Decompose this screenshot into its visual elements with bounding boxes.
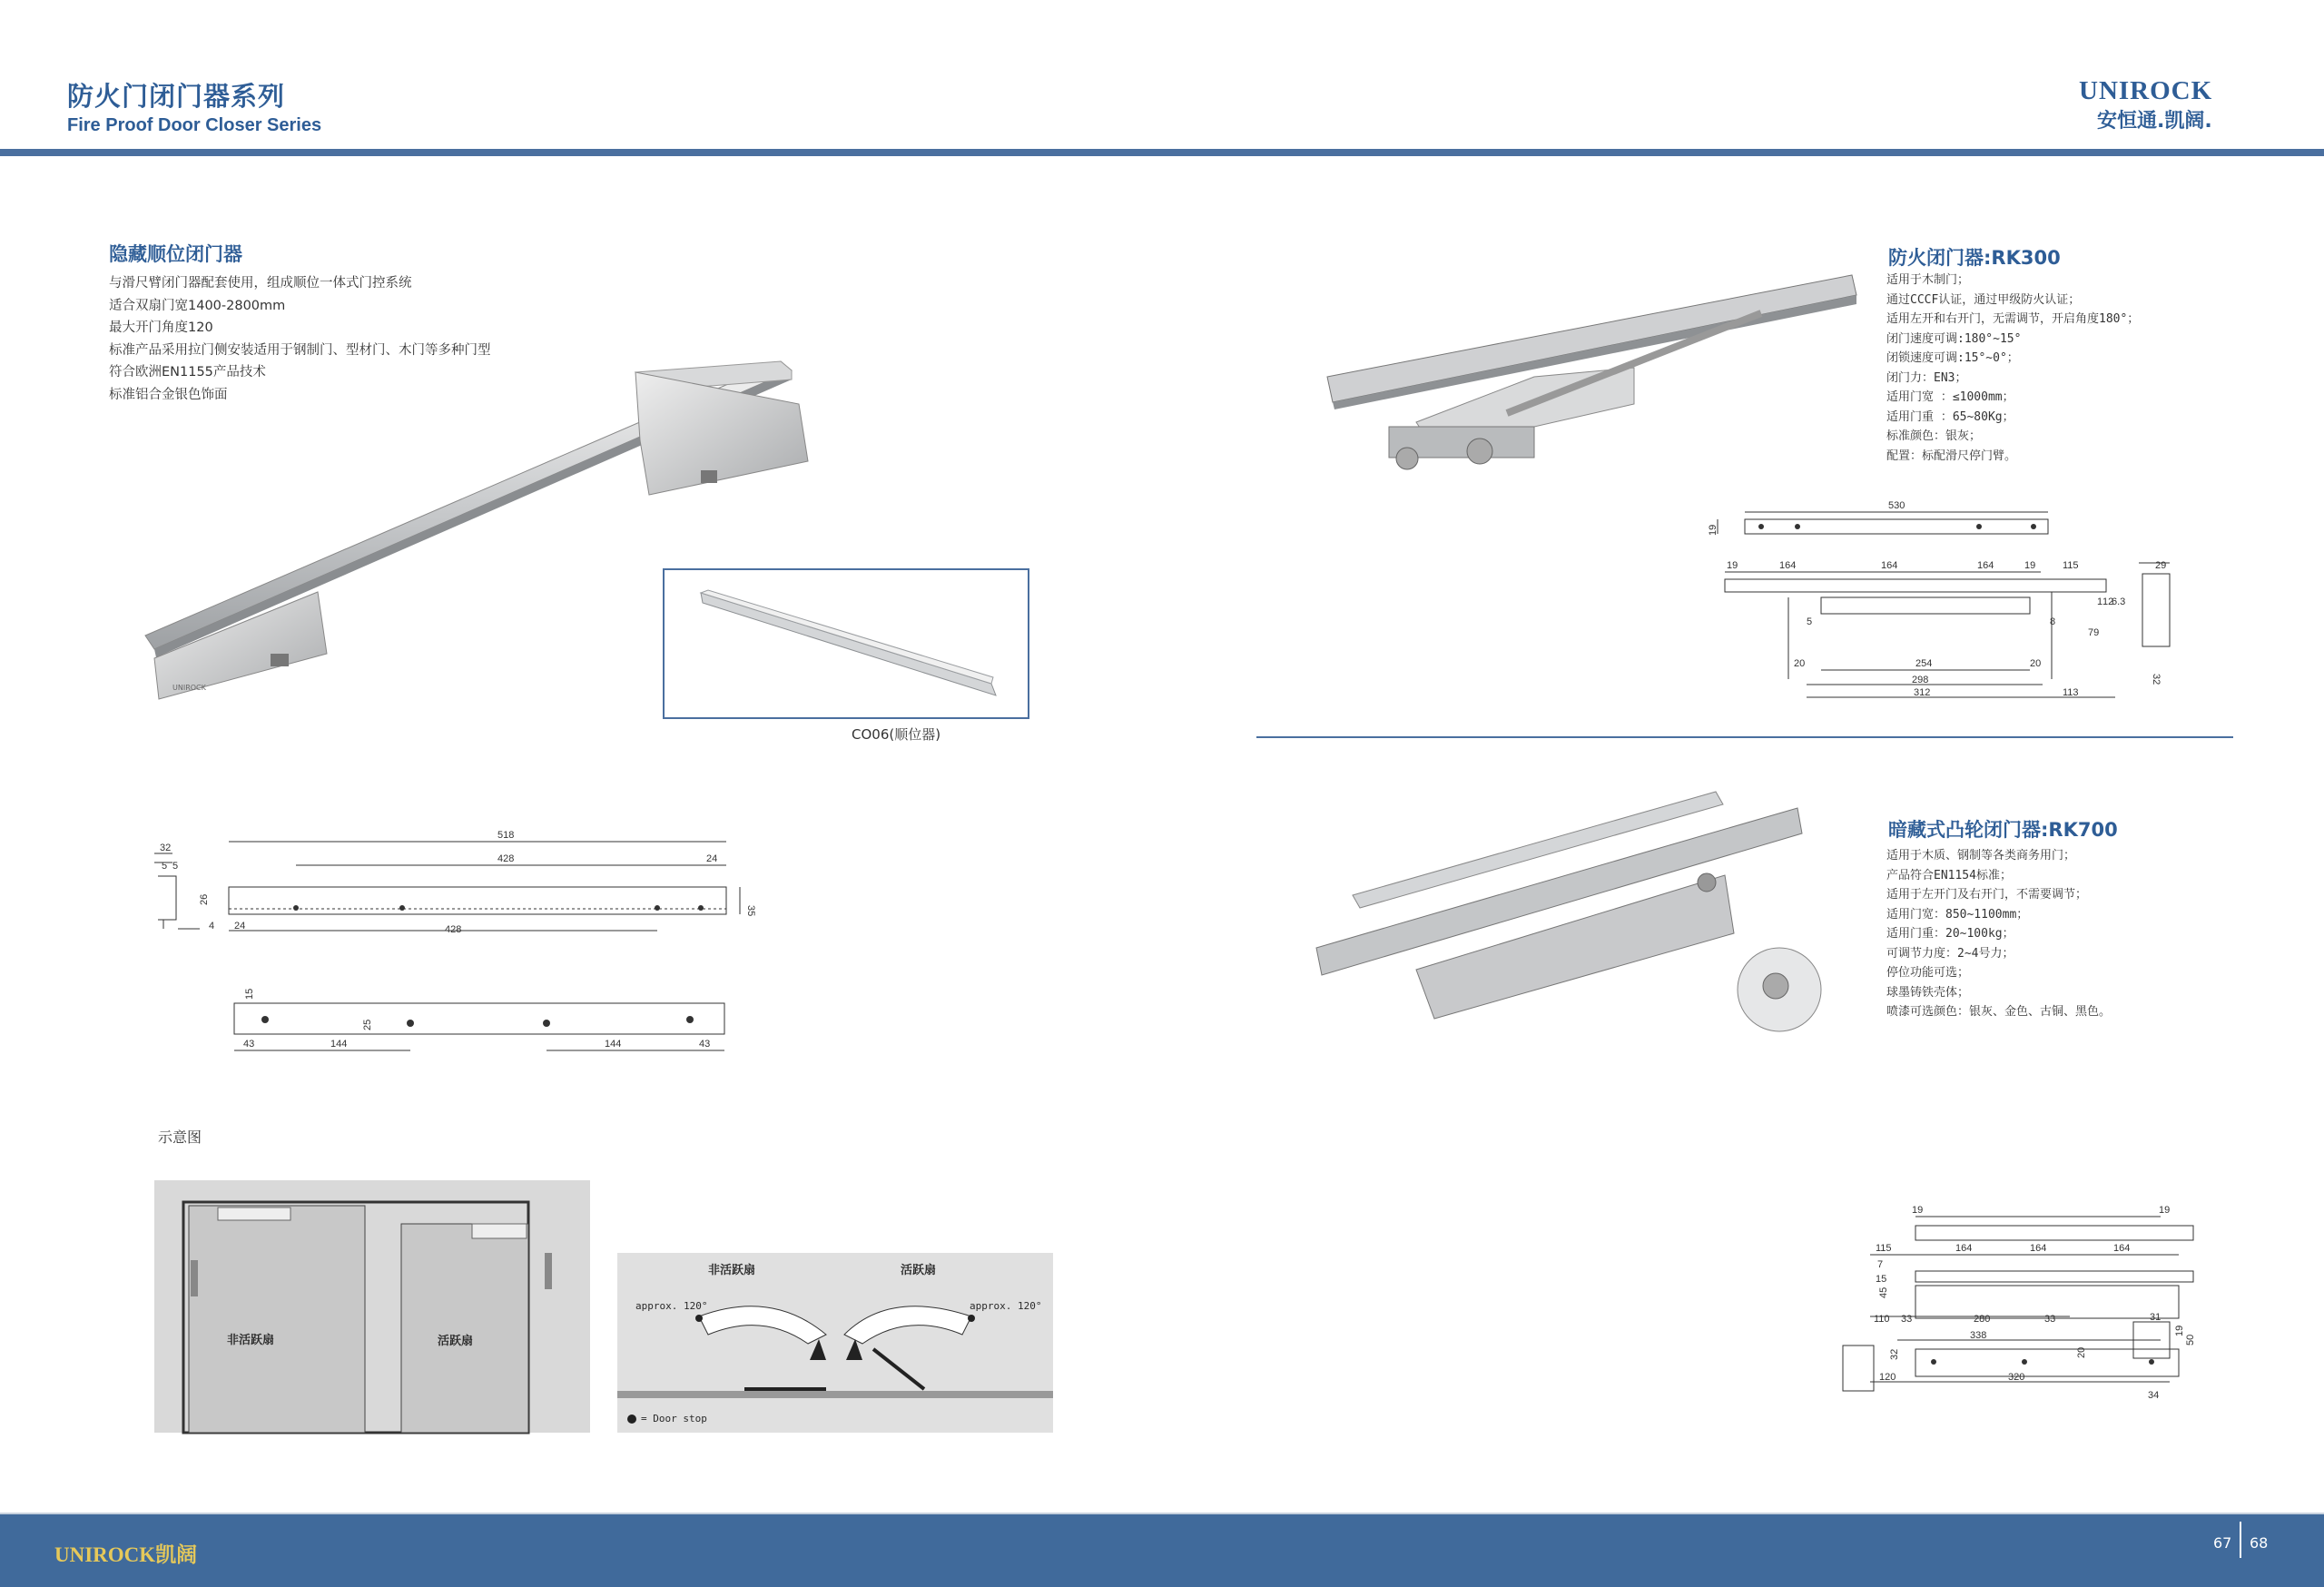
spec-line: 适用于木质、钢制等各类商务用门；: [1886, 849, 2076, 862]
dim-label: 34: [2148, 1390, 2160, 1401]
dim-label: 428: [497, 853, 515, 864]
dim-label: 312: [1914, 687, 1931, 698]
spec-line: 通过CCCF认证，通过甲级防火认证；: [1886, 292, 2081, 307]
dim-label: 164: [1881, 560, 1898, 571]
dim-label: 113: [2063, 687, 2079, 698]
dim-label: 115: [2063, 560, 2079, 571]
dim-label: 144: [330, 1039, 348, 1050]
dim-label: 32: [160, 843, 172, 853]
dim-label: 31: [2150, 1312, 2162, 1323]
spec-line: 标准颜色：银灰；: [1886, 429, 1982, 443]
dim-label: 254: [1915, 658, 1933, 669]
rk700-specs: [1886, 846, 2111, 1022]
dim-label: 45: [1878, 1286, 1889, 1298]
dim-label: 19: [1708, 524, 1718, 536]
dim-label: 15: [244, 988, 255, 1000]
active-leaf-label: 活跃扇: [901, 1264, 937, 1277]
rk700-product-image: [1307, 788, 1816, 1033]
dim-label: 8: [2050, 616, 2056, 627]
concealed-coordinator-title: 隐藏顺位闭门器: [109, 243, 242, 265]
dim-label: 19: [2159, 1205, 2171, 1216]
page-title-en: Fire Proof Door Closer Series: [67, 115, 322, 135]
spec-line: 适用于左开门及右开门，不需要调节；: [1886, 888, 2088, 902]
spec-line: 可调节力度：2~4号力；: [1886, 946, 2014, 961]
dim-label: 20: [1794, 658, 1806, 669]
dim-label: 12: [2102, 596, 2114, 607]
dim-label: 120: [1879, 1372, 1896, 1383]
dim-label: 79: [2088, 627, 2100, 638]
brand-logo: UNIROCK: [2079, 76, 2213, 105]
spec-line: 闭门速度可调:180°~15°: [1886, 331, 2022, 346]
dim-label: 43: [243, 1039, 255, 1050]
rk300-product-image: [1325, 268, 1861, 495]
inset-caption: CO06(顺位器): [852, 726, 941, 743]
spec-line: 配置：标配滑尺停门臂。: [1886, 448, 2017, 463]
dim-label: 24: [706, 853, 718, 864]
page-number-right: 68: [2250, 1534, 2269, 1552]
section-divider: [1256, 736, 2233, 738]
spec-line: 喷漆可选颜色：银灰、金色、古铜、黑色。: [1886, 1005, 2112, 1019]
dim-label: 164: [2113, 1243, 2131, 1254]
dim-label: 164: [1955, 1243, 1973, 1254]
spec-line: 适用门宽 ：≤1000mm；: [1886, 390, 2014, 404]
rk300-specs: [1886, 271, 2139, 466]
dim-label: 50: [2185, 1334, 2196, 1346]
dim-label: 4: [209, 921, 215, 932]
inset-box: [663, 568, 1029, 719]
dim-label: 33: [2044, 1314, 2056, 1325]
dim-label: 33: [1901, 1314, 1913, 1325]
door-stop-legend: = Door stop: [641, 1413, 707, 1424]
dim-label: 32: [2151, 674, 2162, 685]
diagram-title: 示意图: [158, 1129, 202, 1146]
dim-label: 110: [1874, 1314, 1890, 1325]
spec-line: 标准产品采用拉门侧安装适用于钢制门、型材门、木门等多种门型: [109, 342, 491, 358]
spec-line: 适合双扇门宽1400-2800mm: [109, 298, 286, 313]
dim-label: 19: [1912, 1205, 1924, 1216]
door-diagram: [154, 1180, 590, 1433]
spec-line: 产品符合EN1154标准；: [1886, 868, 2012, 882]
spec-line: 适用门重：20~100kg；: [1886, 927, 2014, 941]
dim-label: 6.3: [2112, 596, 2126, 607]
approx-angle-right: approx. 120°: [970, 1300, 1042, 1312]
spec-line: 停位功能可选；: [1886, 966, 1970, 980]
dim-label: 164: [1779, 560, 1797, 571]
dim-label: 428: [445, 924, 462, 935]
dim-label: 518: [497, 830, 515, 841]
dim-label: 7: [1877, 1259, 1884, 1270]
dim-label: 32: [1889, 1348, 1900, 1360]
coordinator-technical-drawing: [145, 822, 756, 1058]
page-title-cn: 防火门闭门器系列: [67, 81, 286, 112]
dim-label: 530: [1888, 500, 1905, 511]
spec-line: 闭门力：EN3；: [1886, 370, 1967, 385]
spec-line: 最大开门角度120: [109, 320, 213, 335]
dim-label: 164: [2030, 1243, 2047, 1254]
footer-logo: UNIROCK凯阔: [54, 1543, 198, 1566]
dim-label: 5: [162, 861, 168, 872]
approx-angle-left: approx. 120°: [635, 1300, 708, 1312]
spec-line: 适用于木制门；: [1886, 273, 1970, 287]
dim-label: 25: [362, 1019, 373, 1030]
dim-label: 19: [1727, 560, 1738, 571]
active-leaf-label: 活跃扇: [438, 1335, 474, 1348]
rk700-technical-drawing: [1843, 1204, 2197, 1409]
dim-label: 35: [745, 905, 756, 917]
spec-line: 符合欧洲EN1155产品技术: [109, 365, 266, 380]
footer-bar: [0, 1514, 2324, 1587]
co06-image: [665, 570, 1028, 717]
dim-label: 5: [1807, 616, 1813, 627]
spec-line: 闭锁速度可调:15°~0°；: [1886, 351, 2019, 365]
dim-label: 20: [2076, 1346, 2087, 1358]
dim-label: 298: [1912, 675, 1929, 685]
spec-line: 适用左开和右开门，无需调节，开启角度180°；: [1886, 312, 2140, 326]
rk300-title: 防火闭门器:RK300: [1888, 247, 2061, 269]
dim-label: 20: [2030, 658, 2042, 669]
dim-label: 1: [2097, 596, 2103, 607]
page-separator: [2240, 1522, 2241, 1558]
rk700-title: 暗藏式凸轮闭门器:RK700: [1888, 819, 2118, 841]
inactive-leaf-label: 非活跃扇: [227, 1334, 275, 1347]
rk300-technical-drawing: [1707, 498, 2179, 715]
dim-label: 19: [2174, 1325, 2185, 1336]
spec-line: 与滑尺臂闭门器配套使用，组成顺位一体式门控系统: [109, 276, 412, 291]
spec-line: 球墨铸铁壳体；: [1886, 985, 1970, 1000]
page-number-left: 67: [2213, 1534, 2232, 1552]
spec-line: 适用门重 ：65~80Kg；: [1886, 409, 2014, 424]
brand-logo-cn: 安恒通.凯阔.: [2097, 110, 2212, 133]
spec-line: 适用门宽：850~1100mm；: [1886, 907, 2029, 922]
dim-label: 29: [2155, 560, 2167, 571]
spec-line: 标准铝合金银色饰面: [109, 387, 228, 402]
dim-label: 144: [605, 1039, 622, 1050]
dim-label: 338: [1970, 1330, 1987, 1341]
swing-diagram: [617, 1253, 1053, 1433]
header-bar: [0, 149, 2324, 156]
dim-label: 19: [2024, 560, 2036, 571]
dim-label: 320: [2008, 1372, 2025, 1383]
dim-label: 15: [1876, 1274, 1887, 1285]
dim-label: 280: [1974, 1314, 1991, 1325]
dim-label: 164: [1977, 560, 1994, 571]
dim-label: 24: [234, 921, 246, 932]
dim-label: 26: [199, 893, 210, 905]
dim-label: 115: [1876, 1243, 1892, 1254]
inactive-leaf-label: 非活跃扇: [708, 1264, 756, 1277]
dim-label: 5: [172, 861, 179, 872]
dim-label: 43: [699, 1039, 711, 1050]
svg-text:UNIROCK: UNIROCK: [172, 684, 206, 692]
